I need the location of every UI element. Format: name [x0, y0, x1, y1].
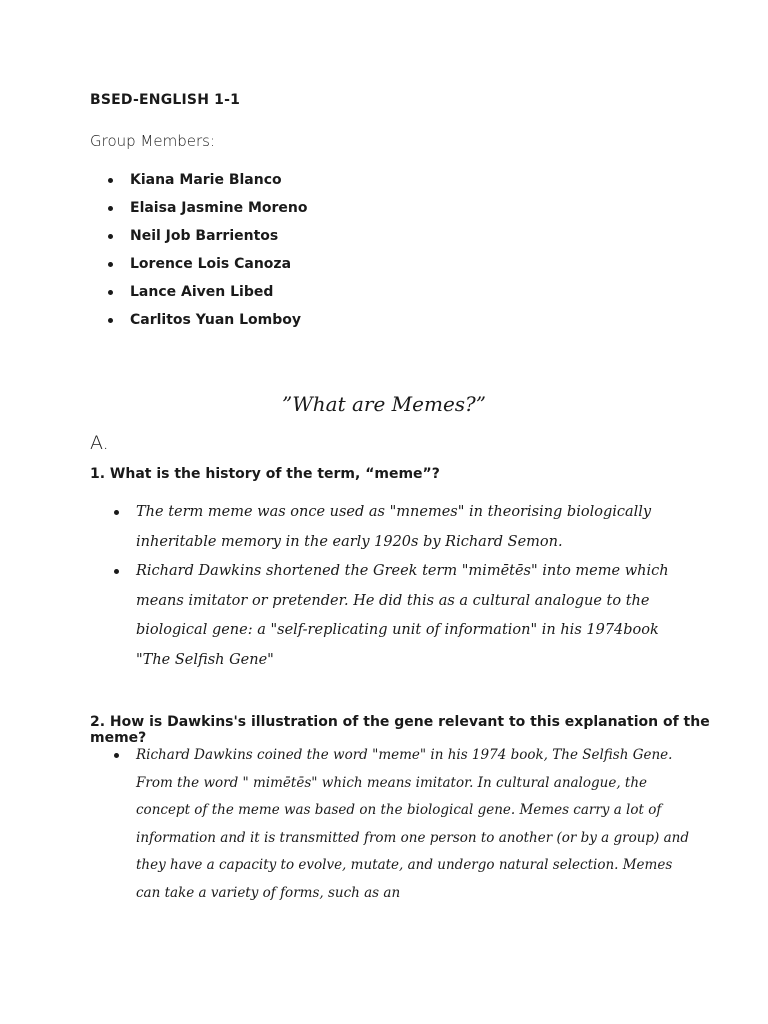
group-members-heading: Group Members:: [90, 132, 216, 150]
question-2: 2. How is Dawkins's illustration of the gene relevant to this explanation of the meme?: [90, 714, 710, 746]
question-1-answers: [90, 498, 690, 675]
member-item: Kiana Marie Blanco: [90, 168, 308, 196]
member-item: Elaisa Jasmine Moreno: [90, 196, 308, 224]
group-members-list: [90, 168, 308, 336]
answer-item: Richard Dawkins coined the word "meme" in his 1974 book, The Selfish Gene. From the word " mimētēs" which means imitator. In cultural analogue, the concept of the meme was based on the biological gene. Memes carry a lot of information and it is transmitted from one person to another (or by a group) and they have a capacity to evolve, mutate, and undergo natural selection. Memes can take a variety of forms, such as an: [90, 742, 690, 907]
member-item: Lance Aiven Libed: [90, 280, 308, 308]
member-item: Neil Job Barrientos: [90, 224, 308, 252]
member-item: Lorence Lois Canoza: [90, 252, 308, 280]
answer-item: The term meme was once used as "mnemes" in theorising biologically inheritable memory in the early 1920s by Richard Semon.: [90, 498, 690, 557]
question-2-answers: [90, 742, 690, 907]
question-1: 1. What is the history of the term, “meme”?: [90, 466, 440, 482]
section-label: A.: [90, 432, 109, 454]
document-title: ”What are Memes?”: [282, 392, 486, 416]
member-item: Carlitos Yuan Lomboy: [90, 308, 308, 336]
answer-item: Richard Dawkins shortened the Greek term "mimētēs" into meme which means imitator or pretender. He did this as a cultural analogue to the biological gene: a "self-replicating unit of information" in his 1974book "The Selfish Gene": [90, 557, 690, 675]
course-code: BSED-ENGLISH 1-1: [90, 92, 241, 108]
